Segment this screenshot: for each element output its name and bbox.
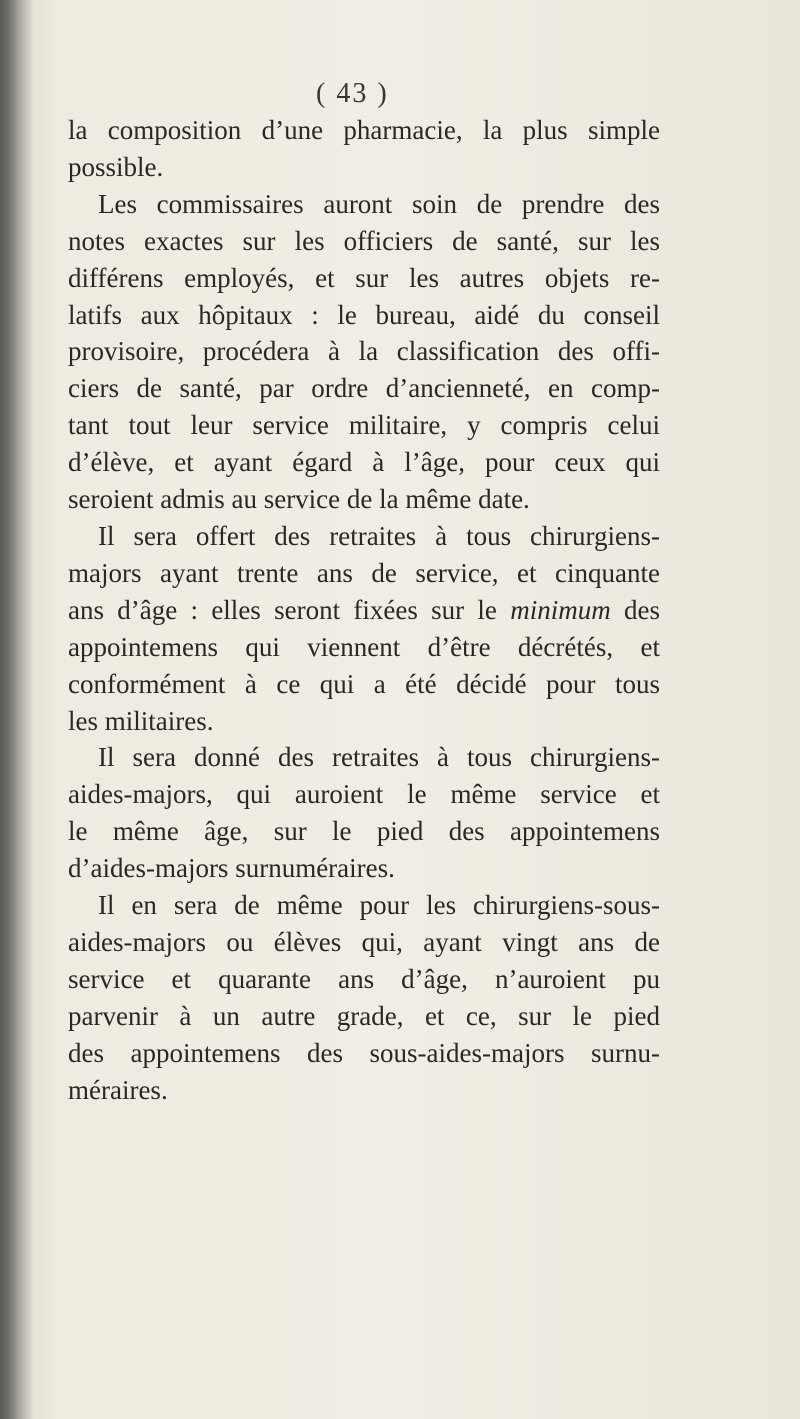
text-line-content: ciers de santé, par ordre d’ancienneté, en comp- (68, 373, 660, 404)
body-text (68, 112, 660, 1108)
text-line (68, 444, 660, 481)
text-line (68, 333, 660, 370)
text-line (68, 592, 660, 629)
text-line (68, 850, 660, 887)
text-line-content: appointemens qui viennent d’être décrétés, et (68, 631, 660, 662)
text-line-content: service et quarante ans d’âge, n’auroient pu (68, 963, 660, 994)
text-line-content: d’élève, et ayant égard à l’âge, pour ceux qui (68, 447, 660, 478)
text-line (68, 370, 660, 407)
page-number: ( 43 ) (316, 78, 389, 109)
text-line (68, 998, 660, 1035)
text-line (68, 1072, 660, 1109)
text-line (68, 813, 660, 850)
text-line (68, 260, 660, 297)
text-line-content: ans d’âge : elles seront fixées sur le (68, 594, 511, 625)
text-line (68, 481, 660, 518)
text-line-tail: des (610, 594, 660, 625)
text-line-content: différens employés, et sur les autres objets re- (68, 262, 660, 293)
text-line-content: seroient admis au service de la même date. (68, 484, 530, 515)
text-line-content: conformément à ce qui a été décidé pour tous (68, 668, 660, 699)
text-line-content: méraires. (68, 1074, 168, 1105)
text-line-content: des appointemens des sous-aides-majors surnu- (68, 1037, 660, 1068)
text-line (68, 776, 660, 813)
italic-term: minimum (510, 594, 611, 625)
text-line (68, 186, 660, 223)
text-line-content: possible. (68, 151, 164, 182)
text-line-content: majors ayant trente ans de service, et cinquante (68, 557, 660, 588)
text-line-content: aides-majors ou élèves qui, ayant vingt ans de (68, 926, 660, 957)
text-line (68, 666, 660, 703)
text-line-content: latifs aux hôpitaux : le bureau, aidé du conseil (68, 299, 660, 330)
text-line (68, 112, 660, 149)
text-line-content: parvenir à un autre grade, et ce, sur le pied (68, 1000, 660, 1031)
text-line (68, 223, 660, 260)
text-line-content: aides-majors, qui auroient le même service et (68, 779, 660, 810)
text-line-content: tant tout leur service militaire, y compris celui (68, 410, 660, 441)
text-line-content: Il en sera de même pour les chirurgiens-sous- (98, 890, 660, 921)
text-line (68, 629, 660, 666)
text-line-content: les militaires. (68, 705, 214, 736)
text-line (68, 149, 660, 186)
text-line-content: d’aides-majors surnuméraires. (68, 853, 395, 884)
text-line-content: la composition d’une pharmacie, la plus simple (68, 115, 660, 145)
text-line-content: le même âge, sur le pied des appointemens (68, 816, 660, 847)
text-line (68, 297, 660, 334)
text-line (68, 739, 660, 776)
text-line (68, 703, 660, 740)
text-line-content: provisoire, procédera à la classification des offi- (68, 336, 660, 367)
text-line (68, 555, 660, 592)
text-line-content: Il sera donné des retraites à tous chirurgiens- (98, 742, 660, 773)
text-line-content: Il sera offert des retraites à tous chirurgiens- (98, 520, 660, 551)
text-line (68, 518, 660, 555)
text-line-content: Les commissaires auront soin de prendre des (98, 188, 660, 219)
text-line (68, 961, 660, 998)
page-binding-shadow (0, 0, 34, 1419)
text-line (68, 1035, 660, 1072)
text-line (68, 407, 660, 444)
text-line-content: notes exactes sur les officiers de santé, sur les (68, 225, 660, 256)
text-line (68, 887, 660, 924)
text-line (68, 924, 660, 961)
